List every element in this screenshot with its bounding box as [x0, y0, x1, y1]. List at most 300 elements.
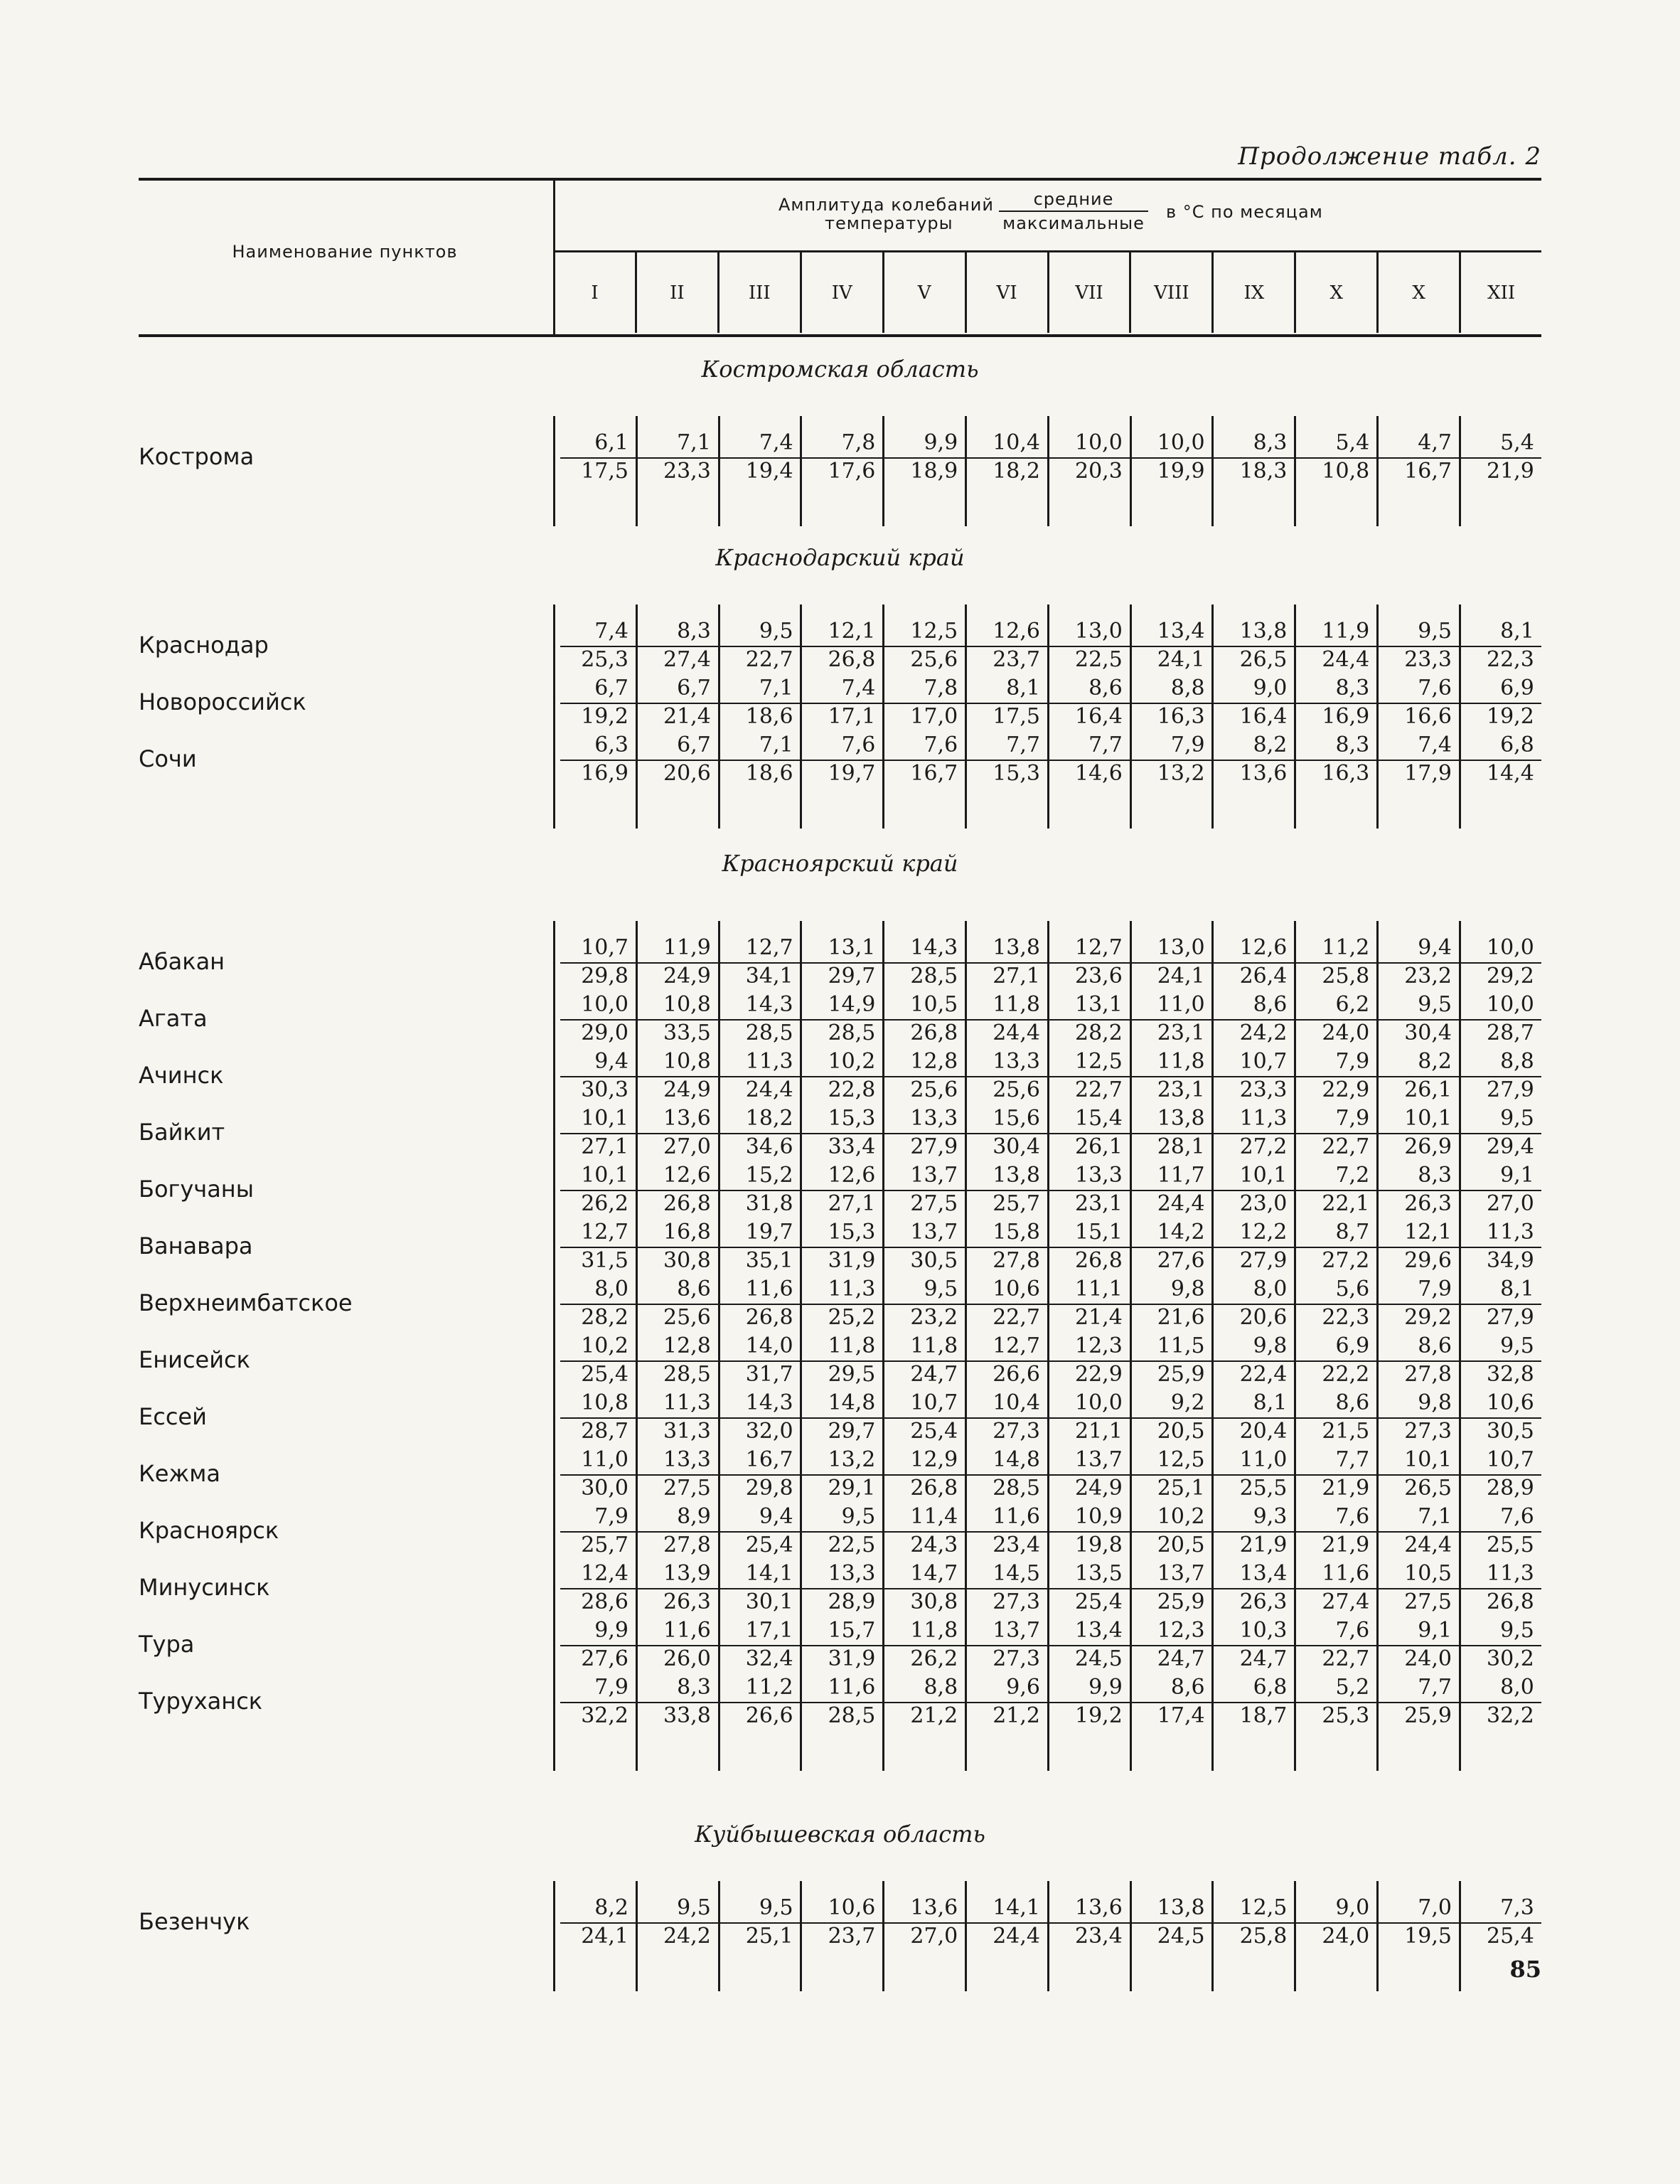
avg-amplitude-value: 11,8: [910, 1333, 958, 1358]
avg-amplitude-value: 9,4: [594, 1049, 628, 1074]
avg-amplitude-value: 9,5: [1418, 992, 1452, 1017]
avg-amplitude-value: 13,1: [828, 935, 876, 960]
avg-amplitude-value: 10,9: [1075, 1504, 1123, 1529]
avg-amplitude-value: 11,0: [1157, 992, 1205, 1017]
max-amplitude-value: 27,9: [1487, 1305, 1534, 1330]
avg-amplitude-value: 7,9: [1418, 1277, 1452, 1301]
avg-amplitude-value: 8,3: [677, 619, 711, 644]
avg-amplitude-value: 8,1: [1500, 619, 1534, 644]
max-amplitude-value: 23,1: [1075, 1191, 1123, 1216]
avg-amplitude-value: 11,3: [1487, 1561, 1534, 1586]
max-amplitude-value: 18,6: [745, 704, 793, 729]
values-grid: [553, 416, 1541, 526]
avg-amplitude-value: 12,6: [663, 1163, 711, 1188]
avg-amplitude-value: 8,8: [1170, 676, 1205, 701]
max-amplitude-value: 24,4: [745, 1077, 793, 1102]
avg-amplitude-value: 11,9: [663, 935, 711, 960]
max-amplitude-value: 30,2: [1487, 1646, 1534, 1671]
avg-amplitude-value: 11,3: [1239, 1106, 1288, 1131]
max-amplitude-value: 16,4: [1075, 704, 1123, 729]
avg-amplitude-value: 10,6: [993, 1277, 1040, 1301]
avg-amplitude-value: 7,2: [1335, 1163, 1370, 1188]
avg-amplitude-value: 6,1: [594, 430, 628, 455]
max-amplitude-value: 29,2: [1487, 964, 1534, 989]
max-amplitude-value: 28,5: [828, 1703, 876, 1728]
continuation-label: Продолжение табл. 2: [1238, 142, 1541, 171]
avg-amplitude-value: 13,7: [993, 1618, 1040, 1643]
station-name: Байкит: [139, 1119, 225, 1146]
avg-amplitude-value: 8,8: [1500, 1049, 1534, 1074]
avg-amplitude-value: 15,1: [1075, 1220, 1123, 1245]
avg-amplitude-value: 14,2: [1157, 1220, 1205, 1245]
avg-amplitude-value: 6,7: [677, 733, 711, 757]
max-amplitude-value: 21,2: [993, 1703, 1040, 1728]
max-amplitude-value: 34,1: [745, 964, 793, 989]
avg-amplitude-value: 13,3: [663, 1447, 711, 1472]
month-header: VI: [965, 252, 1047, 333]
fraction-legend: [999, 189, 1148, 233]
month-header: II: [635, 252, 717, 333]
avg-amplitude-value: 12,8: [910, 1049, 958, 1074]
avg-amplitude-value: 13,8: [1239, 619, 1288, 644]
max-amplitude-value: 13,6: [1239, 761, 1288, 786]
avg-amplitude-value: 11,2: [1322, 935, 1370, 960]
avg-amplitude-value: 11,8: [910, 1618, 958, 1643]
avg-amplitude-value: 13,7: [1157, 1561, 1205, 1586]
max-amplitude-value: 23,4: [1075, 1924, 1123, 1949]
max-amplitude-value: 19,2: [1487, 704, 1534, 729]
max-amplitude-value: 26,2: [581, 1191, 628, 1216]
avg-amplitude-value: 14,3: [745, 1390, 793, 1415]
max-amplitude-value: 22,9: [1322, 1077, 1370, 1102]
avg-amplitude-value: 9,5: [759, 619, 793, 644]
station-name: Кострома: [139, 443, 255, 470]
avg-amplitude-value: 6,7: [594, 676, 628, 701]
max-amplitude-value: 14,4: [1487, 761, 1534, 786]
avg-amplitude-value: 7,9: [1335, 1049, 1370, 1074]
max-amplitude-value: 28,6: [581, 1589, 628, 1614]
max-amplitude-value: 25,3: [1322, 1703, 1370, 1728]
avg-amplitude-value: 7,4: [1418, 733, 1452, 757]
avg-amplitude-value: 10,1: [581, 1163, 628, 1188]
avg-amplitude-value: 10,4: [993, 1390, 1040, 1415]
max-amplitude-value: 27,2: [1322, 1248, 1370, 1273]
avg-amplitude-value: 4,7: [1418, 430, 1452, 455]
avg-amplitude-value: 7,6: [1418, 676, 1452, 701]
avg-amplitude-value: 13,7: [1075, 1447, 1123, 1472]
month-header: I: [591, 282, 599, 304]
max-amplitude-value: 31,5: [581, 1248, 628, 1273]
avg-amplitude-value: 10,7: [581, 935, 628, 960]
max-amplitude-value: 24,9: [663, 964, 711, 989]
max-amplitude-value: 29,0: [581, 1021, 628, 1045]
max-amplitude-value: 26,3: [1404, 1191, 1452, 1216]
max-amplitude-value: 27,3: [993, 1589, 1040, 1614]
max-amplitude-value: 33,8: [663, 1703, 711, 1728]
avg-amplitude-value: 13,1: [1075, 992, 1123, 1017]
avg-amplitude-value: 6,8: [1253, 1675, 1288, 1700]
avg-amplitude-value: 10,1: [1404, 1106, 1452, 1131]
temperature-label: температуры: [825, 213, 953, 233]
max-amplitude-value: 16,9: [1322, 704, 1370, 729]
max-amplitude-value: 30,5: [1487, 1419, 1534, 1444]
avg-amplitude-value: 15,8: [993, 1220, 1040, 1245]
avg-amplitude-value: 8,6: [677, 1277, 711, 1301]
avg-amplitude-value: 10,5: [910, 992, 958, 1017]
avg-amplitude-value: 11,3: [828, 1277, 876, 1301]
max-amplitude-value: 35,1: [745, 1248, 793, 1273]
max-amplitude-value: 25,4: [1075, 1589, 1123, 1614]
avg-amplitude-value: 7,1: [677, 430, 711, 455]
max-amplitude-value: 17,1: [828, 704, 876, 729]
max-amplitude-value: 15,3: [993, 761, 1040, 786]
max-amplitude-value: 28,9: [1487, 1476, 1534, 1501]
avg-amplitude-value: 10,2: [828, 1049, 876, 1074]
avg-amplitude-value: 12,1: [1404, 1220, 1452, 1245]
max-amplitude-value: 30,5: [910, 1248, 958, 1273]
avg-amplitude-value: 10,7: [1487, 1447, 1534, 1472]
max-amplitude-value: 21,9: [1322, 1476, 1370, 1501]
max-amplitude-value: 30,8: [663, 1248, 711, 1273]
avg-amplitude-value: 7,6: [841, 733, 876, 757]
max-amplitude-value: 27,9: [1487, 1077, 1534, 1102]
max-amplitude-value: 14,6: [1075, 761, 1123, 786]
avg-amplitude-value: 10,4: [993, 430, 1040, 455]
max-amplitude-value: 21,4: [663, 704, 711, 729]
avg-amplitude-value: 11,6: [1322, 1561, 1370, 1586]
max-amplitude-value: 21,9: [1322, 1533, 1370, 1557]
avg-amplitude-value: 10,1: [1239, 1163, 1288, 1188]
max-amplitude-value: 16,3: [1322, 761, 1370, 786]
max-amplitude-value: 33,4: [828, 1134, 876, 1159]
max-amplitude-value: 34,6: [745, 1134, 793, 1159]
avg-amplitude-value: 10,1: [581, 1106, 628, 1131]
avg-amplitude-value: 12,5: [1239, 1895, 1288, 1920]
max-amplitude-value: 27,3: [993, 1646, 1040, 1671]
max-amplitude-value: 19,2: [1075, 1703, 1123, 1728]
fraction-top: средние: [999, 189, 1148, 212]
max-amplitude-value: 27,8: [663, 1533, 711, 1557]
avg-amplitude-value: 8,6: [1418, 1333, 1452, 1358]
avg-amplitude-value: 10,6: [828, 1895, 876, 1920]
max-amplitude-value: 24,2: [1239, 1021, 1288, 1045]
avg-amplitude-value: 10,7: [1239, 1049, 1288, 1074]
month-header: X: [1294, 252, 1376, 333]
avg-amplitude-value: 13,4: [1157, 619, 1205, 644]
station-name: Кежма: [139, 1460, 220, 1487]
max-amplitude-value: 25,7: [581, 1533, 628, 1557]
max-amplitude-value: 27,0: [1487, 1191, 1534, 1216]
avg-amplitude-value: 12,1: [828, 619, 876, 644]
max-amplitude-value: 26,6: [745, 1703, 793, 1728]
avg-amplitude-value: 12,7: [581, 1220, 628, 1245]
max-amplitude-value: 24,9: [1075, 1476, 1123, 1501]
avg-amplitude-value: 10,0: [1487, 992, 1534, 1017]
max-amplitude-value: 27,0: [910, 1924, 958, 1949]
max-amplitude-value: 34,9: [1487, 1248, 1534, 1273]
avg-amplitude-value: 9,4: [759, 1504, 793, 1529]
max-amplitude-value: 27,5: [910, 1191, 958, 1216]
avg-amplitude-value: 7,9: [1335, 1106, 1370, 1131]
avg-amplitude-value: 7,4: [759, 430, 793, 455]
avg-amplitude-value: 14,3: [745, 992, 793, 1017]
max-amplitude-value: 29,5: [828, 1362, 876, 1387]
max-amplitude-value: 23,7: [828, 1924, 876, 1949]
avg-amplitude-value: 6,8: [1500, 733, 1534, 757]
max-amplitude-value: 18,3: [1239, 459, 1288, 484]
max-amplitude-value: 30,0: [581, 1476, 628, 1501]
max-amplitude-value: 32,0: [745, 1419, 793, 1444]
avg-amplitude-value: 7,3: [1500, 1895, 1534, 1920]
max-amplitude-value: 20,4: [1239, 1419, 1288, 1444]
station-name: Енисейск: [139, 1346, 250, 1373]
station-column-header: Наименование пунктов: [232, 242, 458, 262]
max-amplitude-value: 10,8: [1322, 459, 1370, 484]
max-amplitude-value: 20,6: [663, 761, 711, 786]
avg-amplitude-value: 12,3: [1075, 1333, 1123, 1358]
max-amplitude-value: 23,2: [1404, 964, 1452, 989]
max-amplitude-value: 30,4: [993, 1134, 1040, 1159]
avg-amplitude-value: 11,3: [745, 1049, 793, 1074]
max-amplitude-value: 23,1: [1157, 1077, 1205, 1102]
avg-amplitude-value: 11,8: [1157, 1049, 1205, 1074]
max-amplitude-value: 27,3: [993, 1419, 1040, 1444]
max-amplitude-value: 29,1: [828, 1476, 876, 1501]
avg-amplitude-value: 13,7: [910, 1163, 958, 1188]
max-amplitude-value: 23,0: [1239, 1191, 1288, 1216]
avg-amplitude-value: 15,6: [993, 1106, 1040, 1131]
avg-amplitude-value: 9,5: [1500, 1618, 1534, 1643]
max-amplitude-value: 30,8: [910, 1589, 958, 1614]
region-title: Краснодарский край: [715, 544, 965, 571]
max-amplitude-value: 19,5: [1404, 1924, 1452, 1949]
avg-amplitude-value: 7,8: [841, 430, 876, 455]
max-amplitude-value: 17,5: [993, 704, 1040, 729]
avg-amplitude-value: 8,2: [1418, 1049, 1452, 1074]
avg-amplitude-value: 8,3: [1335, 676, 1370, 701]
max-amplitude-value: 26,8: [663, 1191, 711, 1216]
max-amplitude-value: 26,6: [993, 1362, 1040, 1387]
max-amplitude-value: 25,5: [1239, 1476, 1288, 1501]
avg-amplitude-value: 11,8: [993, 992, 1040, 1017]
max-amplitude-value: 29,8: [581, 964, 628, 989]
avg-amplitude-value: 5,2: [1335, 1675, 1370, 1700]
max-amplitude-value: 22,3: [1322, 1305, 1370, 1330]
max-amplitude-value: 25,9: [1157, 1589, 1205, 1614]
avg-amplitude-value: 11,7: [1157, 1163, 1205, 1188]
max-amplitude-value: 22,8: [828, 1077, 876, 1102]
unit-label: в °С по месяцам: [1166, 202, 1323, 222]
month-header: III: [717, 252, 800, 333]
avg-amplitude-value: 14,5: [993, 1561, 1040, 1586]
avg-amplitude-value: 9,5: [677, 1895, 711, 1920]
avg-amplitude-value: 13,8: [1157, 1106, 1205, 1131]
month-header: V: [882, 252, 965, 333]
avg-amplitude-value: 11,5: [1157, 1333, 1205, 1358]
avg-amplitude-value: 7,9: [594, 1504, 628, 1529]
avg-amplitude-value: 8,3: [1335, 733, 1370, 757]
max-amplitude-value: 25,4: [910, 1419, 958, 1444]
avg-amplitude-value: 11,2: [745, 1675, 793, 1700]
avg-amplitude-value: 5,4: [1335, 430, 1370, 455]
max-amplitude-value: 19,4: [745, 459, 793, 484]
avg-amplitude-value: 12,9: [910, 1447, 958, 1472]
avg-amplitude-value: 8,0: [594, 1277, 628, 1301]
avg-amplitude-value: 8,0: [1500, 1675, 1534, 1700]
max-amplitude-value: 19,7: [828, 761, 876, 786]
max-amplitude-value: 20,5: [1157, 1419, 1205, 1444]
avg-amplitude-value: 19,7: [745, 1220, 793, 1245]
avg-amplitude-value: 12,8: [663, 1333, 711, 1358]
max-amplitude-value: 19,9: [1157, 459, 1205, 484]
avg-amplitude-value: 12,5: [910, 619, 958, 644]
avg-amplitude-value: 10,0: [1075, 430, 1123, 455]
avg-amplitude-value: 14,8: [993, 1447, 1040, 1472]
avg-amplitude-value: 9,9: [924, 430, 958, 455]
max-amplitude-value: 24,0: [1322, 1021, 1370, 1045]
max-amplitude-value: 22,9: [1075, 1362, 1123, 1387]
avg-amplitude-value: 9,5: [1500, 1333, 1534, 1358]
station-name: Верхнеимбатское: [139, 1289, 353, 1316]
avg-amplitude-value: 14,9: [828, 992, 876, 1017]
avg-amplitude-value: 14,3: [910, 935, 958, 960]
avg-amplitude-value: 15,2: [745, 1163, 793, 1188]
max-amplitude-value: 25,4: [1487, 1924, 1534, 1949]
station-name: Краснодар: [139, 632, 269, 659]
max-amplitude-value: 27,6: [581, 1646, 628, 1671]
avg-amplitude-value: 9,4: [1418, 935, 1452, 960]
max-amplitude-value: 31,9: [828, 1646, 876, 1671]
avg-amplitude-value: 10,0: [1157, 430, 1205, 455]
avg-amplitude-value: 8,2: [594, 1895, 628, 1920]
station-name: Ачинск: [139, 1062, 224, 1089]
fraction-bottom: максимальные: [1002, 213, 1145, 233]
max-amplitude-value: 28,2: [1075, 1021, 1123, 1045]
avg-amplitude-value: 10,8: [663, 992, 711, 1017]
avg-amplitude-value: 9,5: [841, 1504, 876, 1529]
max-amplitude-value: 16,6: [1404, 704, 1452, 729]
max-amplitude-value: 28,1: [1157, 1134, 1205, 1159]
max-amplitude-value: 21,6: [1157, 1305, 1205, 1330]
max-amplitude-value: 24,0: [1404, 1646, 1452, 1671]
avg-amplitude-value: 7,7: [1418, 1675, 1452, 1700]
avg-amplitude-value: 14,8: [828, 1390, 876, 1415]
max-amplitude-value: 22,5: [1075, 647, 1123, 672]
station-name: Ессей: [139, 1403, 207, 1430]
avg-amplitude-value: 14,1: [993, 1895, 1040, 1920]
max-amplitude-value: 17,6: [828, 459, 876, 484]
max-amplitude-value: 21,9: [1239, 1533, 1288, 1557]
max-amplitude-value: 25,1: [745, 1924, 793, 1949]
max-amplitude-value: 26,8: [910, 1476, 958, 1501]
avg-amplitude-value: 7,4: [594, 619, 628, 644]
max-amplitude-value: 29,7: [828, 1419, 876, 1444]
station-name: Красноярск: [139, 1517, 279, 1544]
region-title: Красноярский край: [722, 850, 958, 877]
max-amplitude-value: 25,5: [1487, 1533, 1534, 1557]
avg-amplitude-value: 13,0: [1157, 935, 1205, 960]
avg-amplitude-value: 9,1: [1500, 1163, 1534, 1188]
avg-amplitude-value: 12,6: [1239, 935, 1288, 960]
max-amplitude-value: 26,2: [910, 1646, 958, 1671]
max-amplitude-value: 23,4: [993, 1533, 1040, 1557]
max-amplitude-value: 26,5: [1404, 1476, 1452, 1501]
max-amplitude-value: 22,7: [1322, 1646, 1370, 1671]
station-name: Тура: [139, 1631, 195, 1658]
max-amplitude-value: 24,4: [1322, 647, 1370, 672]
max-amplitude-value: 22,7: [745, 647, 793, 672]
max-amplitude-value: 22,3: [1487, 647, 1534, 672]
region-section: [139, 843, 1541, 1810]
max-amplitude-value: 16,7: [910, 761, 958, 786]
max-amplitude-value: 24,2: [663, 1924, 711, 1949]
avg-amplitude-value: 15,4: [1075, 1106, 1123, 1131]
avg-amplitude-value: 8,8: [924, 1675, 958, 1700]
max-amplitude-value: 25,6: [993, 1077, 1040, 1102]
month-header: VIII: [1129, 252, 1211, 333]
months-row: [555, 252, 1541, 333]
avg-amplitude-value: 6,7: [677, 676, 711, 701]
values-grid: [553, 921, 1541, 1771]
avg-amplitude-value: 10,2: [581, 1333, 628, 1358]
avg-amplitude-value: 6,2: [1335, 992, 1370, 1017]
avg-amplitude-value: 5,4: [1500, 430, 1534, 455]
avg-amplitude-value: 15,3: [828, 1106, 876, 1131]
avg-amplitude-value: 10,3: [1239, 1618, 1288, 1643]
max-amplitude-value: 25,8: [1322, 964, 1370, 989]
avg-amplitude-value: 11,0: [1239, 1447, 1288, 1472]
avg-amplitude-value: 13,2: [828, 1447, 876, 1472]
avg-amplitude-value: 8,1: [1006, 676, 1040, 701]
max-amplitude-value: 19,2: [581, 704, 628, 729]
avg-amplitude-value: 13,3: [1075, 1163, 1123, 1188]
max-amplitude-value: 27,6: [1157, 1248, 1205, 1273]
max-amplitude-value: 32,2: [581, 1703, 628, 1728]
region-section: [139, 348, 1541, 519]
avg-amplitude-value: 8,3: [677, 1675, 711, 1700]
max-amplitude-value: 18,2: [993, 459, 1040, 484]
max-amplitude-value: 27,5: [1404, 1589, 1452, 1614]
avg-amplitude-value: 10,5: [1404, 1561, 1452, 1586]
max-amplitude-value: 25,4: [745, 1533, 793, 1557]
max-amplitude-value: 31,7: [745, 1362, 793, 1387]
max-amplitude-value: 22,1: [1322, 1191, 1370, 1216]
station-name: Богучаны: [139, 1176, 254, 1203]
max-amplitude-value: 27,9: [1239, 1248, 1288, 1273]
avg-amplitude-value: 13,8: [1157, 1895, 1205, 1920]
max-amplitude-value: 28,5: [993, 1476, 1040, 1501]
avg-amplitude-value: 7,7: [1006, 733, 1040, 757]
avg-amplitude-value: 11,9: [1322, 619, 1370, 644]
max-amplitude-value: 13,2: [1157, 761, 1205, 786]
max-amplitude-value: 24,5: [1075, 1646, 1123, 1671]
avg-amplitude-value: 7,1: [759, 676, 793, 701]
max-amplitude-value: 22,4: [1239, 1362, 1288, 1387]
avg-amplitude-value: 11,6: [993, 1504, 1040, 1529]
amplitude-header: [555, 186, 1541, 250]
max-amplitude-value: 22,7: [1322, 1134, 1370, 1159]
max-amplitude-value: 28,5: [745, 1021, 793, 1045]
avg-amplitude-value: 13,9: [663, 1561, 711, 1586]
avg-amplitude-value: 10,8: [581, 1390, 628, 1415]
max-amplitude-value: 30,1: [745, 1589, 793, 1614]
station-name: Абакан: [139, 948, 225, 975]
max-amplitude-value: 21,2: [910, 1703, 958, 1728]
max-amplitude-value: 30,3: [581, 1077, 628, 1102]
max-amplitude-value: 24,1: [581, 1924, 628, 1949]
max-amplitude-value: 31,9: [828, 1248, 876, 1273]
avg-amplitude-value: 9,5: [1500, 1106, 1534, 1131]
